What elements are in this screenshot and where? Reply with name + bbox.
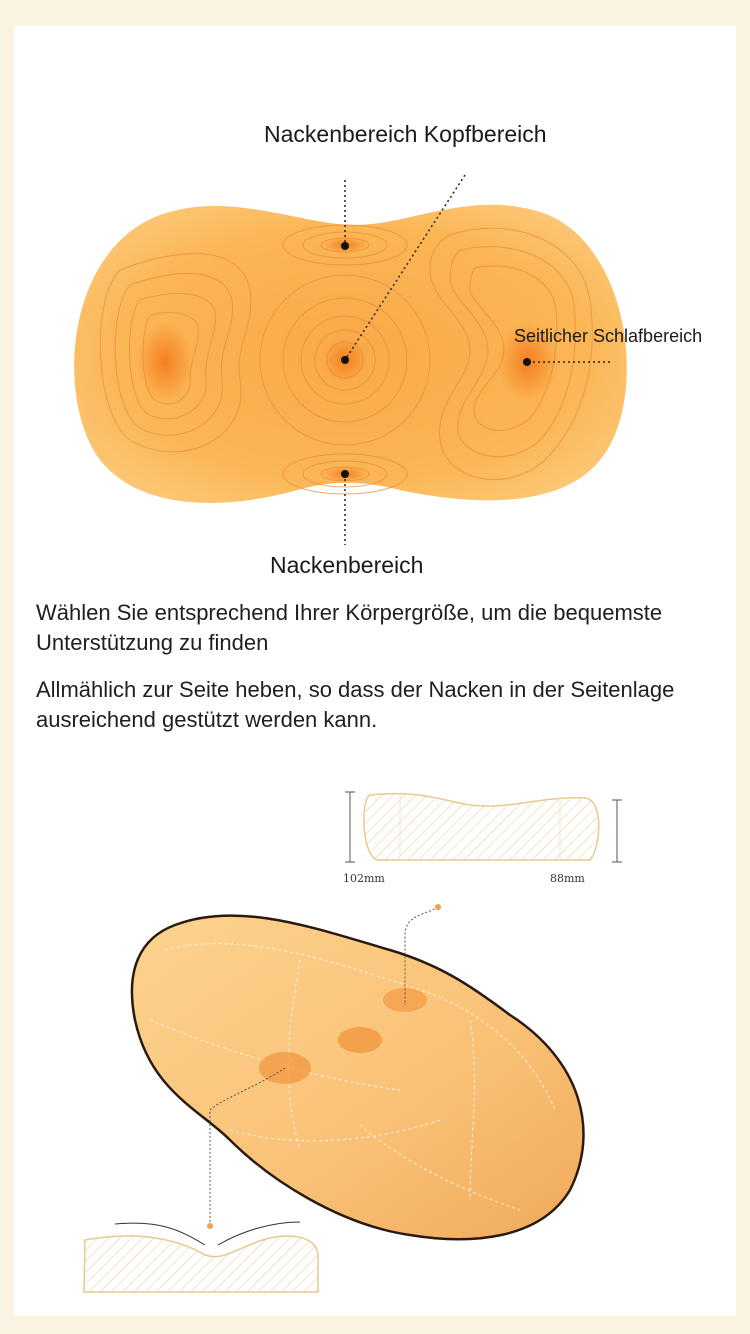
label-neck-area: Nackenbereich [270, 552, 424, 578]
pillow-3d-view [132, 904, 584, 1239]
dimension-left-height: 102mm [343, 872, 385, 885]
marker-side [523, 358, 531, 366]
marker-head [341, 356, 349, 364]
description-paragraph-1: Wählen Sie entsprechend Ihrer Körpergröße, um die bequemste Unterstützung zu finden [36, 600, 663, 655]
marker-neck-top [341, 242, 349, 250]
height-profile-diagram [345, 792, 622, 862]
dimension-right-height: 88mm [550, 872, 585, 885]
marker-neck-bottom [341, 470, 349, 478]
neck-curve-diagram [84, 1222, 318, 1292]
label-side-sleep-area: Seitlicher Schlafbereich [514, 326, 703, 346]
label-neck-head-area: Nackenbereich Kopfbereich [264, 121, 547, 147]
description-paragraph-2: Allmählich zur Seite heben, so dass der Nacken in der Seitenlage ausreichend gestützt werden kann. [36, 677, 675, 732]
pillow-top-view [74, 175, 627, 545]
